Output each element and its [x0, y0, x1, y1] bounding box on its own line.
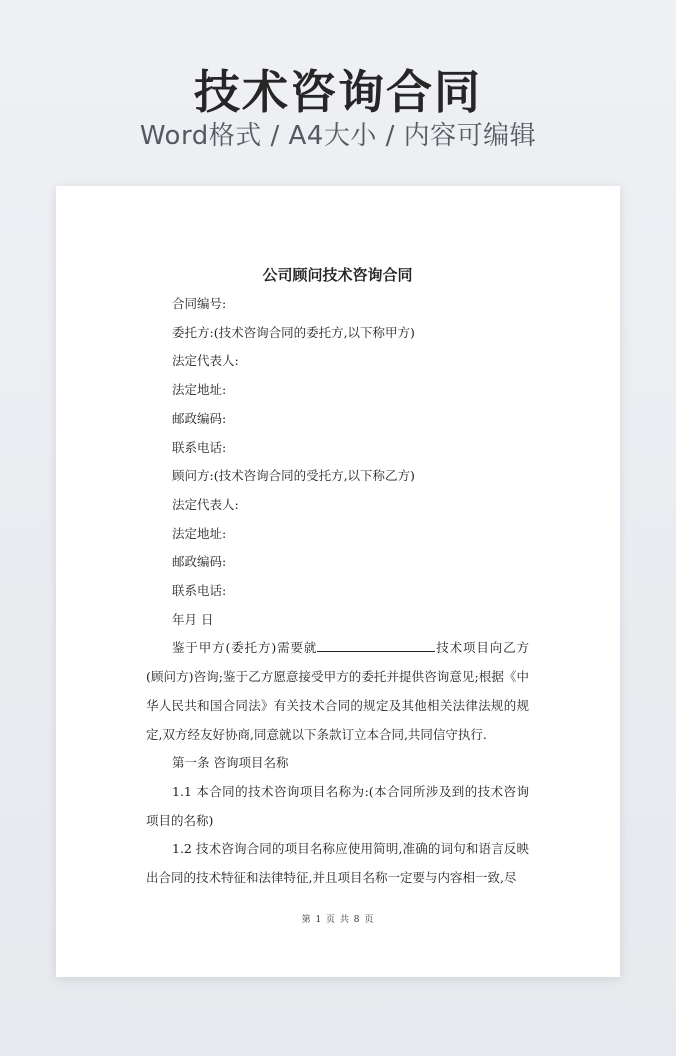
client-address-field: 法定地址: [172, 382, 227, 398]
document-title: 公司顾问技术咨询合同 [262, 266, 413, 284]
intro-after-blank: 技术项目向乙方(顾问方)咨询;鉴于乙方愿意接受甲方的委托并提供咨询意见;根据《中华人民共和国合同法》有关技术合同的规定及其他相关法律法规的规定,双方经友好协商,同意就以下条款订立本合同,共同信守执行. [146, 640, 529, 742]
consultant-legal-rep-field: 法定代表人: [172, 496, 239, 512]
consultant-phone-field: 联系电话: [172, 583, 227, 599]
banner-subtitle: Word格式 / A4大小 / 内容可编辑 [139, 121, 537, 151]
consultant-address-field: 法定地址: [172, 525, 227, 541]
intro-before-blank: 鉴于甲方(委托方)需要就 [172, 640, 318, 656]
clause-1-1: 1.1 本合同的技术咨询项目名称为:(本合同所涉及到的技术咨询项目的名称) [146, 783, 529, 828]
document-body [146, 260, 529, 893]
consultant-party-field: 顾问方:(技术咨询合同的受托方,以下称乙方) [172, 468, 415, 484]
client-postcode-field: 邮政编码: [172, 410, 227, 426]
date-field: 年月 日 [172, 611, 214, 627]
clause-1-2: 1.2 技术咨询合同的项目名称应使用简明,准确的词句和语言反映出合同的技术特征和法律特征,并且项目名称一定要与内容相一致,尽 [146, 841, 529, 886]
client-phone-field: 联系电话: [172, 439, 227, 455]
banner-title: 技术咨询合同 [194, 65, 482, 119]
client-party-field: 委托方:(技术咨询合同的委托方,以下称甲方) [172, 324, 415, 340]
project-blank-line [317, 639, 435, 652]
client-legal-rep-field: 法定代表人: [172, 353, 239, 369]
document-page [56, 186, 620, 977]
article-1-heading: 第一条 咨询项目名称 [172, 755, 289, 771]
page-number-footer: 第 1 页 共 8 页 [301, 915, 375, 925]
intro-paragraph [146, 634, 529, 749]
contract-number-field: 合同编号: [172, 296, 227, 311]
consultant-postcode-field: 邮政编码: [172, 554, 227, 570]
